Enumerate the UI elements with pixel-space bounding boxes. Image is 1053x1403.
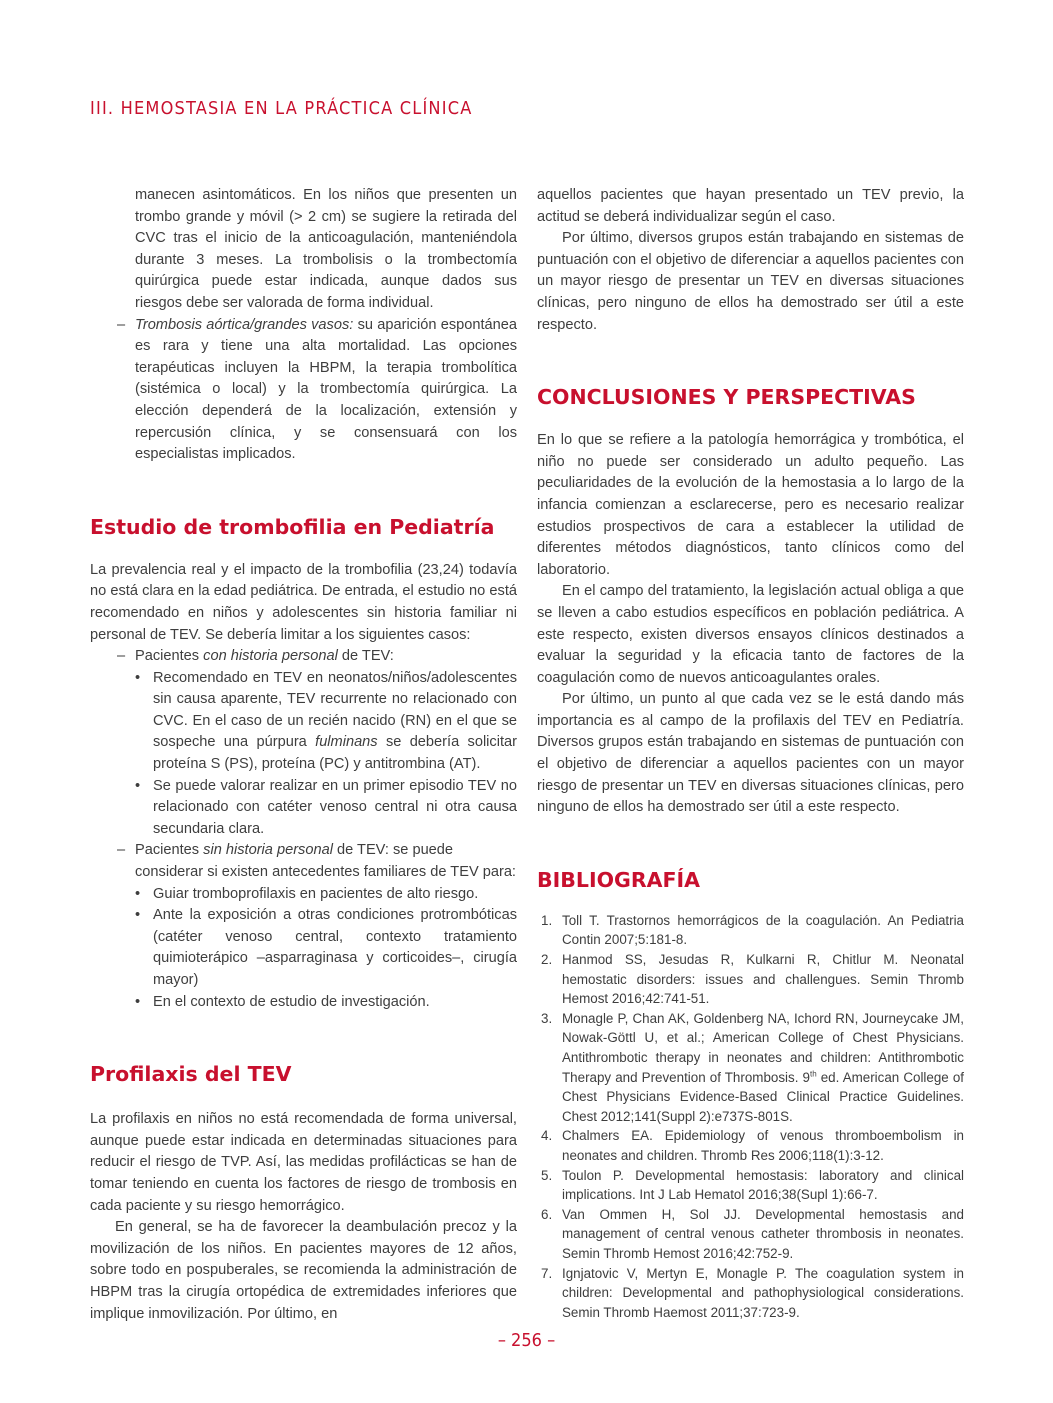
- aortic-thrombosis-title: Trombosis aórtica/grandes vasos:: [135, 316, 354, 333]
- list-item-sin-historia: [90, 840, 517, 883]
- bullet-text: En el contexto de estudio de investigación.: [153, 993, 430, 1010]
- bullet-item-neonatos: [90, 668, 517, 776]
- bullet-text: se debería solicitar proteína S (PS), proteína (PC) y antitrombina (AT).: [153, 734, 517, 773]
- paragraph-trombofilia-intro: La prevalencia real y el impacto de la trombofilia (23,24) todavía no está clara en la edad pediátrica. De entrada, el estudio no está recomendado en niños y adolescentes sin historia familiar ni personal de TEV. Se debería limitar a los siguientes casos:: [90, 561, 517, 643]
- bibliography-number: 6.: [541, 1206, 553, 1222]
- paragraph-conclusiones-1: En lo que se refiere a la patología hemorrágica y trombótica, el niño no puede ser considerado un adulto pequeño. Las peculiaridades de la evolución de la hemostasia a lo largo de la infancia comienzan a esclarecerse, pero es necesario realizar estudios prospectivos de cara a establecer la utilidad de diferentes métodos diagnósticos, tanto clínicos como del laboratorio.: [537, 432, 964, 578]
- bullet-text: Se puede valorar realizar en un primer episodio TEV no relacionado con catéter venoso central ni otra causa secundaria clara.: [153, 777, 517, 837]
- bullet-marker: •: [135, 907, 141, 924]
- dash-marker: –: [117, 648, 126, 665]
- aortic-thrombosis-text: su aparición espontánea es rara y tiene una alta mortalidad. Las opciones terapéuticas incluyen la HBPM, la terapia trombolítica (sistémica o local) y la trombectomía quirúrgica. La elección dependerá de la localización, extensión y repercusión clínica, y se consensuará con los especialistas implicados.: [135, 316, 517, 463]
- bibliography-text: ed. American College of Chest Physicians Evidence-Based Clinical Practice Guidelines. Chest 2012;141(Suppl 2):e737S-801S.: [562, 1069, 964, 1124]
- bibliography-text: Toulon P. Developmental hemostasis: laboratory and clinical implications. Int J Lab Hematol 2016;38(Supl 1):66-7.: [562, 1167, 964, 1203]
- bibliography-number: 7.: [541, 1265, 553, 1281]
- bullet-item-protromboticas: [90, 905, 517, 991]
- bibliography-number: 5.: [541, 1167, 553, 1183]
- bibliography-item: [537, 911, 964, 950]
- bibliography-item: [537, 950, 964, 1009]
- bullet-text: Recomendado en TEV en neonatos/niños/adolescentes sin causa aparente, TEV recurrente no relacionado con CVC. En el caso de un recién nacido (RN) en el que se sospeche una púrpura: [153, 669, 517, 751]
- bibliography-number: 1.: [541, 912, 553, 928]
- bibliography-number: 3.: [541, 1010, 553, 1026]
- paragraph-puntuacion: Por último, diversos grupos están trabajando en sistemas de puntuación con el objetivo de diferenciar a aquellos pacientes con un mayor riesgo de presentar un TEV en diversas situaciones clínicas, pero ninguno de ellos ha demostrado ser útil a este respecto.: [537, 230, 964, 333]
- bibliography-text: Ignjatovic V, Mertyn E, Monagle P. The coagulation system in children: Developmental and pathophysiological considerations. Semin Thromb Haemost 2011;37:723-9.: [562, 1265, 964, 1320]
- paragraph-profilaxis-1: La profilaxis en niños no está recomendada de forma universal, aunque puede estar indicada en determinadas situaciones para reducir el riesgo de TVP. Así, las medidas profilácticas se han de tomar teniendo en cuenta los factores de riesgo de trombosis en cada paciente y su riesgo hemorrágico.: [90, 1111, 517, 1214]
- heading-conclusiones: CONCLUSIONES Y PERSPECTIVAS: [537, 385, 916, 410]
- bullet-item-investigacion: [90, 992, 517, 1014]
- heading-profilaxis: Profilaxis del TEV: [90, 1062, 292, 1087]
- heading-trombofilia: Estudio de trombofilia en Pediatría: [90, 514, 495, 539]
- bullet-marker: •: [135, 885, 141, 902]
- heading-bibliografia: BIBLIOGRAFÍA: [537, 867, 700, 892]
- paragraph-profilaxis-2: En general, se ha de favorecer la deambulación precoz y la movilización de los niños. En pacientes mayores de 12 años, sobre todo en pospuberales, se recomienda la administración de HBPM tras la cirugía ortopédica de extremidades inferiores que implique inmovilización. Por último, en: [90, 1219, 517, 1322]
- dash-marker: –: [117, 842, 126, 859]
- con-historia-prefix: Pacientes: [135, 648, 204, 665]
- page-number: – 256 –: [497, 1330, 556, 1351]
- bibliography-text: Chalmers EA. Epidemiology of venous thromboembolism in neonates and children. Thromb Res 2006;118(1):3-12.: [562, 1128, 964, 1163]
- superscript: th: [809, 1069, 817, 1079]
- bibliography-number: 2.: [541, 952, 553, 968]
- bullet-item-primer-episodio: [90, 776, 517, 841]
- bibliography-item: [537, 1205, 964, 1264]
- bullet-marker: •: [135, 993, 141, 1010]
- bibliography-text: Hanmod SS, Jesudas R, Kulkarni R, Chitlur M. Neonatal hemostatic disorders: issues and challengues. Semin Thromb Hemost 2016;42:741-51.: [562, 952, 964, 1007]
- bibliography-list: [537, 911, 964, 1322]
- list-item-aortic-thrombosis: [90, 315, 517, 466]
- bibliography-text: Monagle P, Chan AK, Goldenberg NA, Ichord RN, Journeycake JM, Nowak-Göttl U, et al.; American College of Chest Physicians. Antithrombotic therapy in neonates and children: Antithrombotic Therapy and Prevention of Thrombosis. 9: [562, 1010, 964, 1085]
- bullet-text: Guiar tromboprofilaxis en pacientes de alto riesgo.: [153, 885, 479, 902]
- bibliography-item: [537, 1264, 964, 1323]
- con-historia-emphasis: con historia personal: [203, 648, 338, 665]
- right-column: [537, 185, 964, 1322]
- paragraph-cvc-continuation: manecen asintomáticos. En los niños que presenten un trombo grande y móvil (> 2 cm) se sugiere la retirada del CVC tras el inicio de la anticoagulación, manteniéndola durante 3 meses. La trombolisis o la trombectomía quirúrgica puede estar indicada, aunque dados sus riesgos debe ser valorada de forma individual.: [135, 187, 517, 311]
- sin-historia-prefix: Pacientes: [135, 842, 204, 859]
- sin-historia-suffix: de TEV: se puede considerar si existen antecedentes familiares de TEV para:: [135, 842, 516, 881]
- paragraph-continuation: aquellos pacientes que hayan presentado un TEV previo, la actitud se deberá individualizar según el caso.: [537, 187, 964, 225]
- bullet-marker: •: [135, 777, 141, 794]
- bullet-emphasis: fulminans: [315, 734, 378, 751]
- paragraph-conclusiones-3: Por último, un punto al que cada vez se le está dando más importancia es al campo de la profilaxis del TEV en Pediatría. Diversos grupos están trabajando en sistemas de puntuación con el objetivo de diferenciar a aquellos pacientes con un mayor riesgo de presentar un TEV en diversas situaciones clínicas, pero ninguno de ellos ha demostrado ser útil a este respecto.: [537, 691, 964, 816]
- con-historia-suffix: de TEV:: [337, 648, 394, 665]
- paragraph-conclusiones-2: En el campo del tratamiento, la legislación actual obliga a que se lleven a cabo estudios específicos en población pediátrica. A este respecto, existen diversos ensayos clínicos destinados a evaluar la seguridad y la eficacia tanto de factores de la coagulación como de nuevos anticoagulantes orales.: [537, 583, 964, 686]
- left-column: [90, 185, 517, 1325]
- bibliography-item: [537, 1009, 964, 1127]
- bullet-marker: •: [135, 669, 141, 686]
- bullet-text: Ante la exposición a otras condiciones protrombóticas (catéter venoso central, contexto tratamiento quimioterápico –asparraginasa y corticoides–, cirugía mayor): [153, 907, 517, 988]
- bibliography-text: Toll T. Trastornos hemorrágicos de la coagulación. An Pediatria Contin 2007;5:181-8.: [562, 912, 964, 948]
- dash-marker: –: [117, 316, 126, 333]
- list-item-con-historia: [90, 646, 517, 668]
- bibliography-item: [537, 1126, 964, 1165]
- bullet-item-tromboprofilaxis: [90, 884, 517, 906]
- bibliography-number: 4.: [541, 1128, 553, 1144]
- running-head: III. HEMOSTASIA EN LA PRÁCTICA CLÍNICA: [90, 98, 473, 119]
- bibliography-text: Van Ommen H, Sol JJ. Developmental hemostasis and management of central venous catheter thrombosis in neonates. Semin Thromb Hemost 2016;42:752-9.: [562, 1206, 964, 1261]
- sin-historia-emphasis: sin historia personal: [203, 842, 333, 859]
- bibliography-item: [537, 1166, 964, 1205]
